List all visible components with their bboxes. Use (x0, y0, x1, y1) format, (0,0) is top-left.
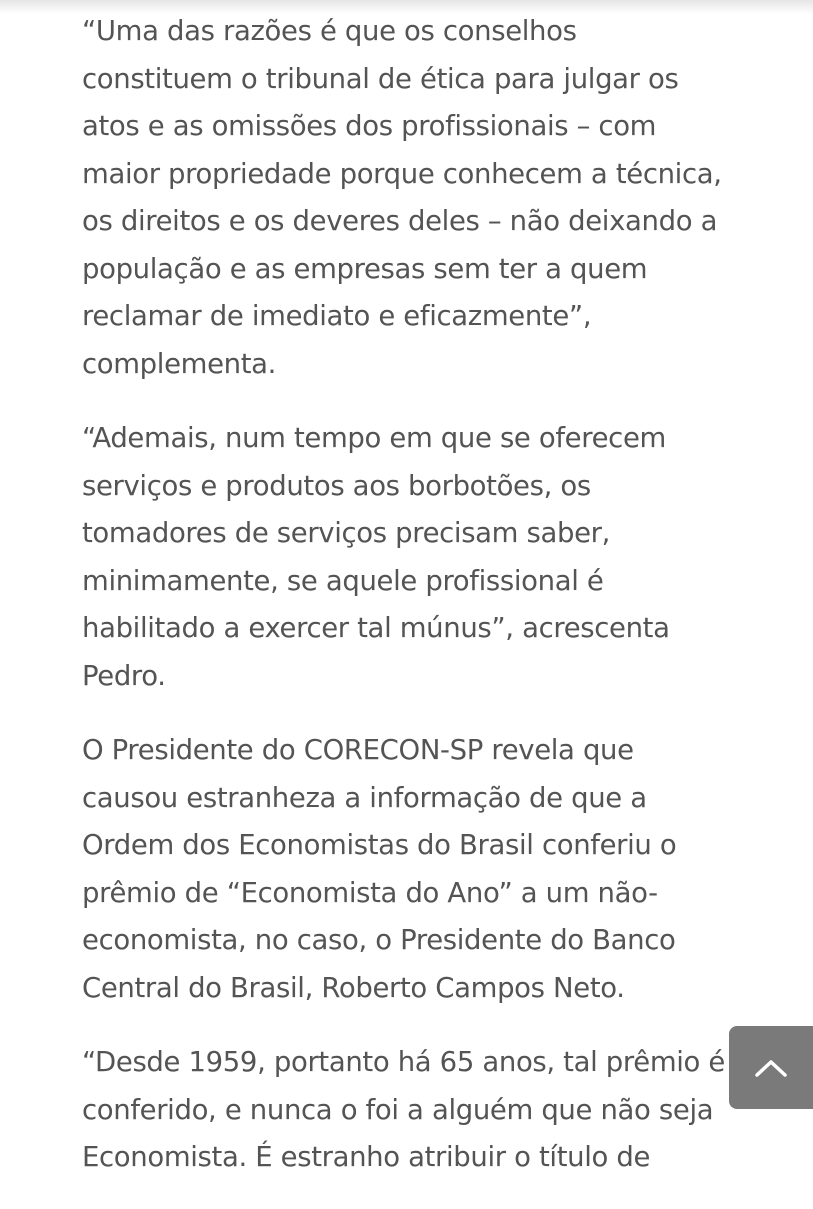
article-body (82, 8, 742, 1209)
article-paragraph: O Presidente do CORECON-SP revela que causou estranheza a informação de que a Ordem dos Economistas do Brasil conferiu o prêmio de “Economista do Ano” a um não- economista, no caso, o Presidente do Banco Central do Brasil, Roberto Campos Neto. (82, 734, 677, 1004)
article-paragraph: “Uma das razões é que os conselhos constituem o tribunal de ética para julgar os atos e as omissões dos profissionais – com maior propriedade porque conhecem a técnica, os direitos e os deveres deles – não deixando a população e as empresas sem ter a quem reclamar de imediato e eficazmente”, complementa. (82, 15, 722, 380)
article-paragraph: “Desde 1959, portanto há 65 anos, tal prêmio é conferido, e nunca o foi a alguém que não seja Economista. É estranho atribuir o título de (82, 1046, 725, 1173)
back-to-top-button[interactable] (729, 1026, 813, 1109)
article-paragraph: “Ademais, num tempo em que se oferecem serviços e produtos aos borbotões, os tomadores de serviços precisam saber, minimamente, se aquele profissional é habilitado a exercer tal múnus”, acrescenta Pedro. (82, 422, 670, 692)
chevron-up-icon (754, 1058, 788, 1078)
